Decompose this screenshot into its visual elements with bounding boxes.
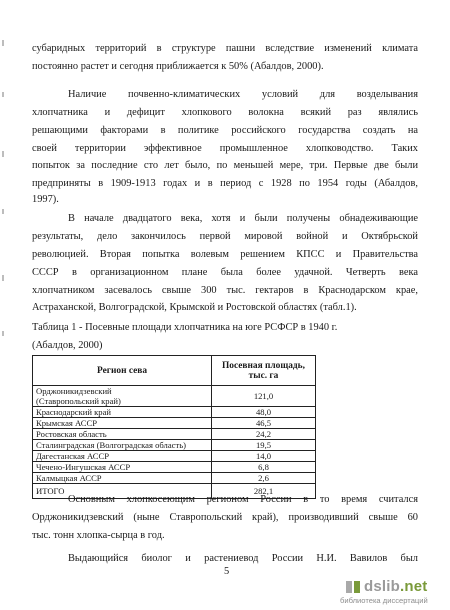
table-row (33, 451, 316, 462)
table-header-row (33, 356, 316, 386)
scan-edge-mark (2, 151, 4, 157)
table-row (33, 429, 316, 440)
text-line: Астраханской, Волгоградской, Крымской и Ростовской областях (табл.1). (32, 302, 357, 313)
table-row (33, 418, 316, 429)
region-cell: Крымская АССР (33, 418, 212, 429)
text-line: субаридных территорий в структуре пашни вследствие изменений климата (32, 43, 418, 54)
region-cell: Орджоникидзевский (Ставропольский край) (33, 386, 212, 407)
area-cell: 46,5 (212, 418, 316, 429)
dslib-watermark[interactable] (340, 578, 446, 608)
area-cell: 24,2 (212, 429, 316, 440)
area-cell: 14,0 (212, 451, 316, 462)
table-row (33, 473, 316, 484)
column-header-area: Посевная площадь, тыс. га (212, 356, 316, 386)
region-cell: Калмыцкая АССР (33, 473, 212, 484)
area-cell: 48,0 (212, 407, 316, 418)
text-line: хлопчатника и дефицит хлопкового волокна всякий раз являлись (32, 107, 418, 118)
area-cell: 19,5 (212, 440, 316, 451)
cotton-area-table (32, 355, 316, 499)
area-cell: 6,8 (212, 462, 316, 473)
book-logo-icon (345, 580, 361, 594)
text-line: революцией. Вторая попытка волевым решением КПСС и Правительства (32, 249, 418, 260)
table-row (33, 407, 316, 418)
text-line: Выдающийся биолог и растениевод России Н.И. Вавилов был (68, 553, 418, 564)
region-cell: Сталинградская (Волгоградская область) (33, 440, 212, 451)
scan-edge-mark (2, 40, 4, 46)
table-row (33, 386, 316, 407)
region-cell: Ростовская область (33, 429, 212, 440)
text-line: результаты, дело закончилось первой мировой войной и Октябрьской (32, 231, 418, 242)
page-number: 5 (224, 566, 230, 577)
text-line: попыток за последние сто лет было, по меньшей мере, три. Первые две были (32, 160, 418, 171)
region-cell: Чечено-Ингушская АССР (33, 462, 212, 473)
total-value-cell: 282,1 (212, 484, 316, 499)
column-header-region: Регион сева (33, 356, 212, 386)
text-line: Основным хлопкосеющим регионом России в то время считался (68, 494, 418, 505)
text-line: 1997). (32, 194, 59, 205)
scan-edge-mark (2, 209, 4, 214)
region-cell: Дагестанская АССР (33, 451, 212, 462)
table-caption-source: (Абалдов, 2000) (32, 340, 103, 351)
text-line: своей территории эффективное промышленное хлопководство. Таких (32, 143, 418, 154)
table-caption: Таблица 1 - Посевные площади хлопчатника на юге РСФСР в 1940 г. (32, 322, 338, 333)
watermark-logo-text: dslib.net (364, 578, 428, 595)
text-line: тыс. тонн хлопка-сырца в год. (32, 530, 165, 541)
area-cell: 2,6 (212, 473, 316, 484)
table-row (33, 440, 316, 451)
text-line: предприняты в 1909-1913 годах и в период с 1928 по 1954 годы (Абалдов, (32, 178, 418, 189)
scan-edge-mark (2, 92, 4, 97)
scan-edge-mark (2, 331, 4, 336)
text-line: постоянно растет и сегодня приближается к 50% (Абалдов, 2000). (32, 61, 324, 72)
area-cell: 121,0 (212, 386, 316, 407)
table-row (33, 462, 316, 473)
region-cell: Краснодарский край (33, 407, 212, 418)
text-line: хлопчатником засевалось свыше 300 тыс. гектаров в Краснодарском крае, (32, 285, 418, 296)
text-line: СССР в организационном плане была более удачной. Четверть века (32, 267, 418, 278)
total-label-cell: ИТОГО (33, 484, 212, 499)
text-line: В начале двадцатого века, хотя и были получены обнадеживающие (68, 213, 418, 224)
text-line: решающими факторами в политике российского государства создать на (32, 125, 418, 136)
text-line: Орджоникидзевский (ныне Ставропольский край), производивший свыше 60 (32, 512, 418, 523)
watermark-caption: библиотека диссертаций (340, 596, 428, 605)
scan-edge-mark (2, 275, 4, 281)
text-line: Наличие почвенно-климатических условий для возделывания (68, 89, 418, 100)
